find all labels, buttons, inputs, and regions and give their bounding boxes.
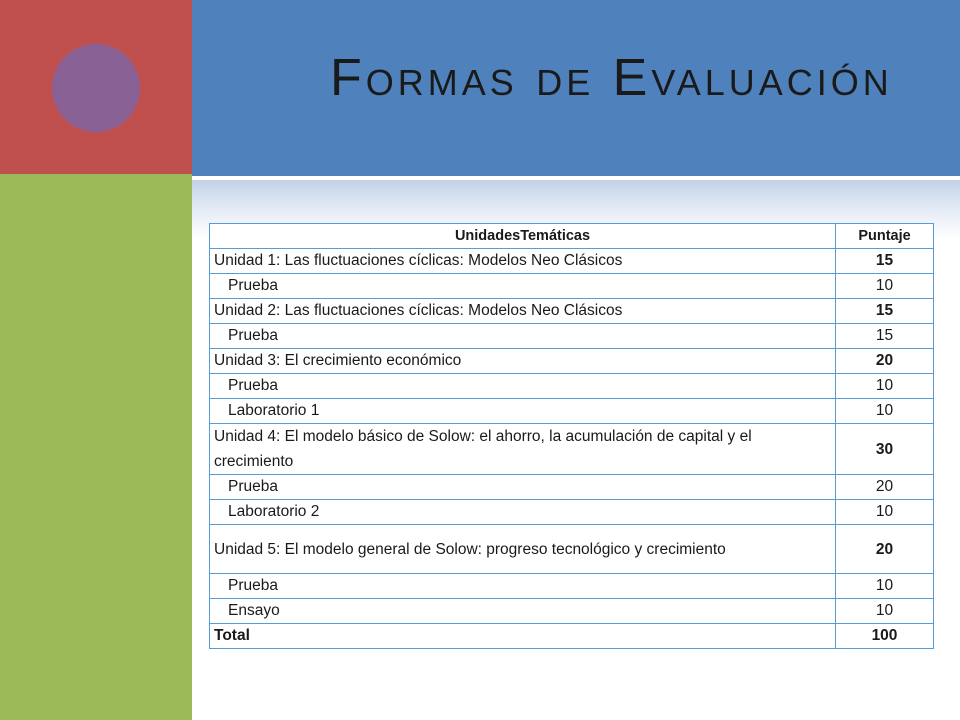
table-row — [210, 249, 934, 274]
table-row — [210, 299, 934, 324]
total-label: Total — [210, 624, 836, 649]
row-label: Prueba — [210, 574, 836, 599]
table-row — [210, 475, 934, 500]
evaluation-table — [209, 223, 934, 649]
header-units: UnidadesTemáticas — [210, 224, 836, 249]
table-header-row — [210, 224, 934, 249]
table-row — [210, 574, 934, 599]
row-label: Prueba — [210, 274, 836, 299]
table-row — [210, 500, 934, 525]
header-score: Puntaje — [836, 224, 934, 249]
row-label: Unidad 5: El modelo general de Solow: progreso tecnológico y crecimiento — [210, 525, 836, 574]
slide-title: Formas de Evaluación — [330, 49, 893, 107]
row-label: Prueba — [210, 324, 836, 349]
table-row — [210, 424, 934, 475]
table-row — [210, 274, 934, 299]
table-row — [210, 599, 934, 624]
row-label: Unidad 2: Las fluctuaciones cíclicas: Modelos Neo Clásicos — [210, 299, 836, 324]
row-label: Unidad 4: El modelo básico de Solow: el ahorro, la acumulación de capital y el crecimiento — [210, 424, 836, 475]
row-value: 10 — [836, 399, 934, 424]
decorative-circle — [52, 44, 140, 132]
row-value: 15 — [836, 249, 934, 274]
row-value: 20 — [836, 475, 934, 500]
row-value: 30 — [836, 424, 934, 475]
row-label: Laboratorio 2 — [210, 500, 836, 525]
table-row — [210, 324, 934, 349]
green-accent-block — [0, 174, 192, 720]
row-value: 15 — [836, 299, 934, 324]
row-value: 10 — [836, 274, 934, 299]
row-label: Laboratorio 1 — [210, 399, 836, 424]
row-value: 20 — [836, 525, 934, 574]
row-label: Prueba — [210, 374, 836, 399]
table-row — [210, 374, 934, 399]
table-total-row — [210, 624, 934, 649]
row-value: 20 — [836, 349, 934, 374]
row-value: 10 — [836, 599, 934, 624]
row-label: Unidad 3: El crecimiento económico — [210, 349, 836, 374]
row-label: Unidad 1: Las fluctuaciones cíclicas: Modelos Neo Clásicos — [210, 249, 836, 274]
row-label: Prueba — [210, 475, 836, 500]
table-row — [210, 399, 934, 424]
table-row — [210, 525, 934, 574]
total-value: 100 — [836, 624, 934, 649]
row-label: Ensayo — [210, 599, 836, 624]
table-row — [210, 349, 934, 374]
row-value: 10 — [836, 374, 934, 399]
row-value: 10 — [836, 500, 934, 525]
row-value: 15 — [836, 324, 934, 349]
row-value: 10 — [836, 574, 934, 599]
